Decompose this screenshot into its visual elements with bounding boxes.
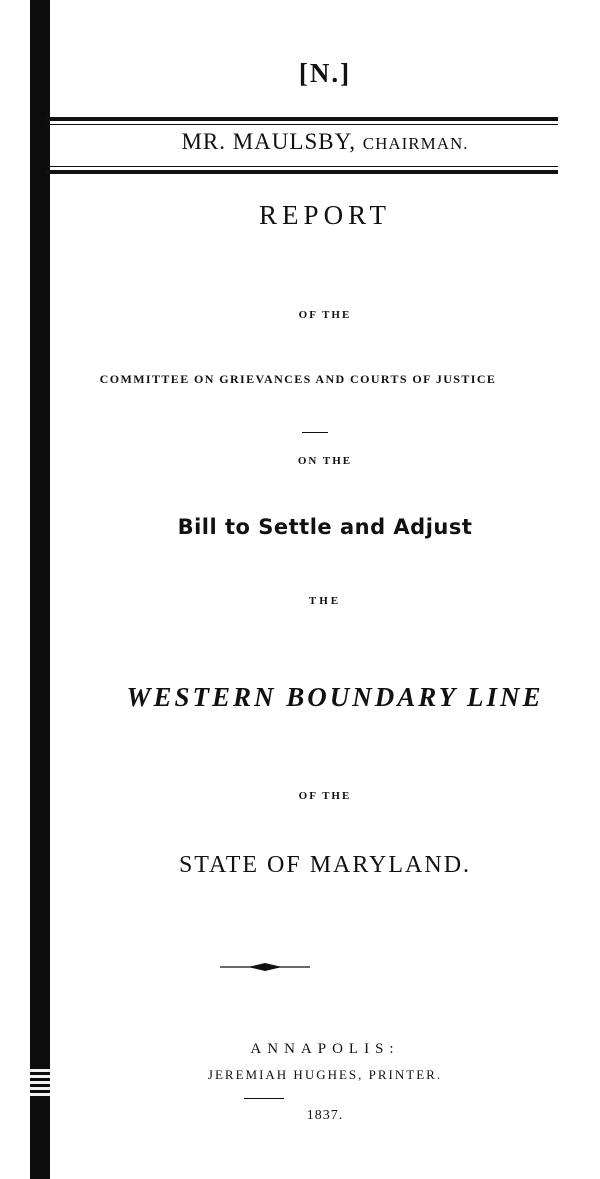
- ornamental-dash: [220, 961, 310, 973]
- document-label: [N.]: [298, 58, 352, 88]
- top-rule-thin: [45, 124, 558, 125]
- binding-scan-artifact: [30, 1066, 50, 1098]
- imprint-divider: [244, 1098, 284, 1099]
- bottom-rule-thick: [45, 170, 558, 174]
- on-the-line: ON THE: [297, 455, 353, 467]
- ornament-diamond: [248, 963, 282, 971]
- state-name: STATE OF MARYLAND.: [178, 852, 472, 878]
- imprint-printer: JEREMIAH HUGHES, PRINTER.: [207, 1067, 443, 1082]
- imprint-place: ANNAPOLIS:: [250, 1041, 400, 1057]
- the-line: THE: [308, 595, 342, 607]
- bill-title: Bill to Settle and Adjust: [177, 515, 473, 539]
- chairman-title: CHAIRMAN.: [362, 134, 469, 153]
- chairman-name: MR. MAULSBY,: [181, 129, 356, 154]
- report-heading: REPORT: [259, 200, 391, 230]
- of-the-line-2: OF THE: [298, 790, 352, 802]
- binding-edge: [30, 0, 50, 1179]
- committee-name: COMMITTEE ON GRIEVANCES AND COURTS OF JUSTICE: [99, 372, 497, 386]
- imprint-year: 1837.: [306, 1108, 344, 1123]
- short-divider: [302, 432, 328, 433]
- chairman-line: [50, 129, 600, 155]
- top-rule-thick: [45, 117, 558, 121]
- bottom-rule-thin: [45, 166, 558, 167]
- subject-title: WESTERN BOUNDARY LINE: [126, 682, 544, 712]
- of-the-line-1: OF THE: [298, 309, 352, 321]
